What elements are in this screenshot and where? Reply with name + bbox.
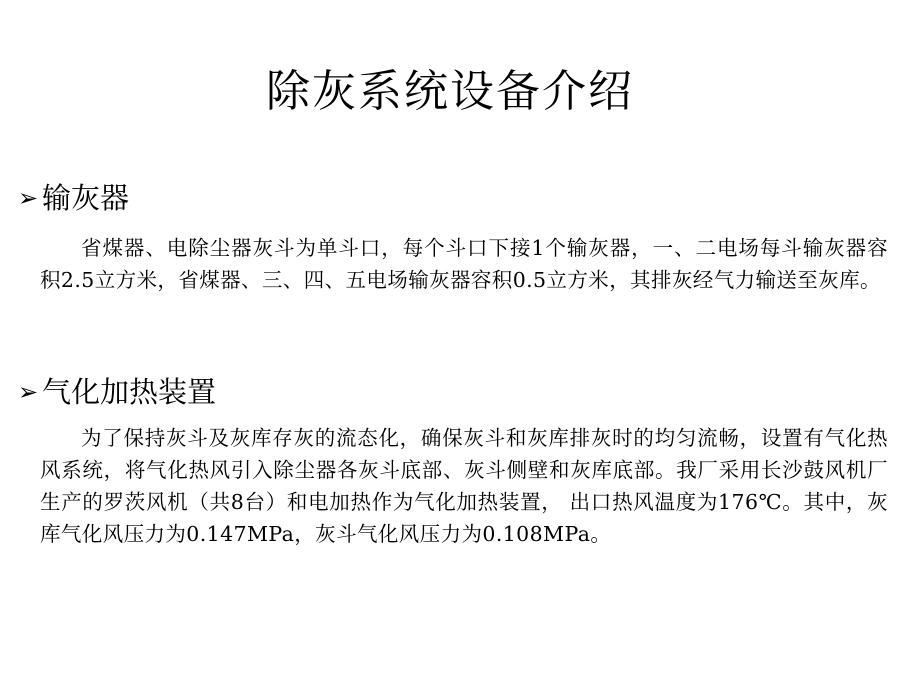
section-paragraph: 为了保持灰斗及灰库存灰的流态化，确保灰斗和灰库排灰时的均匀流畅，设置有气化热风系统，将气化热风引入除尘器各灰斗底部、灰斗侧壁和灰库底部。我厂采用长沙鼓风机厂生产的罗茨风机（共8台）和电加热作为气化加热装置， 出口热风温度为176℃。其中，灰库气化风压力为0.147MPa，灰斗气化风压力为0.108MPa。	[40, 426, 888, 546]
section-heading-text: 气化加热装置	[42, 375, 217, 409]
section-heading	[18, 178, 888, 218]
arrow-bullet-icon: ➢	[18, 378, 39, 406]
section-conveyor	[18, 178, 888, 296]
section-paragraph: 省煤器、电除尘器灰斗为单斗口，每个斗口下接1个输灰器，一、二电场每斗输灰器容积2.5立方米，省煤器、三、四、五电场输灰器容积0.5立方米，其排灰经气力输送至灰库。	[40, 236, 888, 292]
section-gasification-heating	[18, 372, 888, 550]
section-heading	[18, 372, 888, 412]
slide-title: 除灰系统设备介绍	[266, 66, 634, 117]
arrow-bullet-icon: ➢	[18, 184, 39, 212]
section-heading-text: 输灰器	[42, 181, 130, 215]
